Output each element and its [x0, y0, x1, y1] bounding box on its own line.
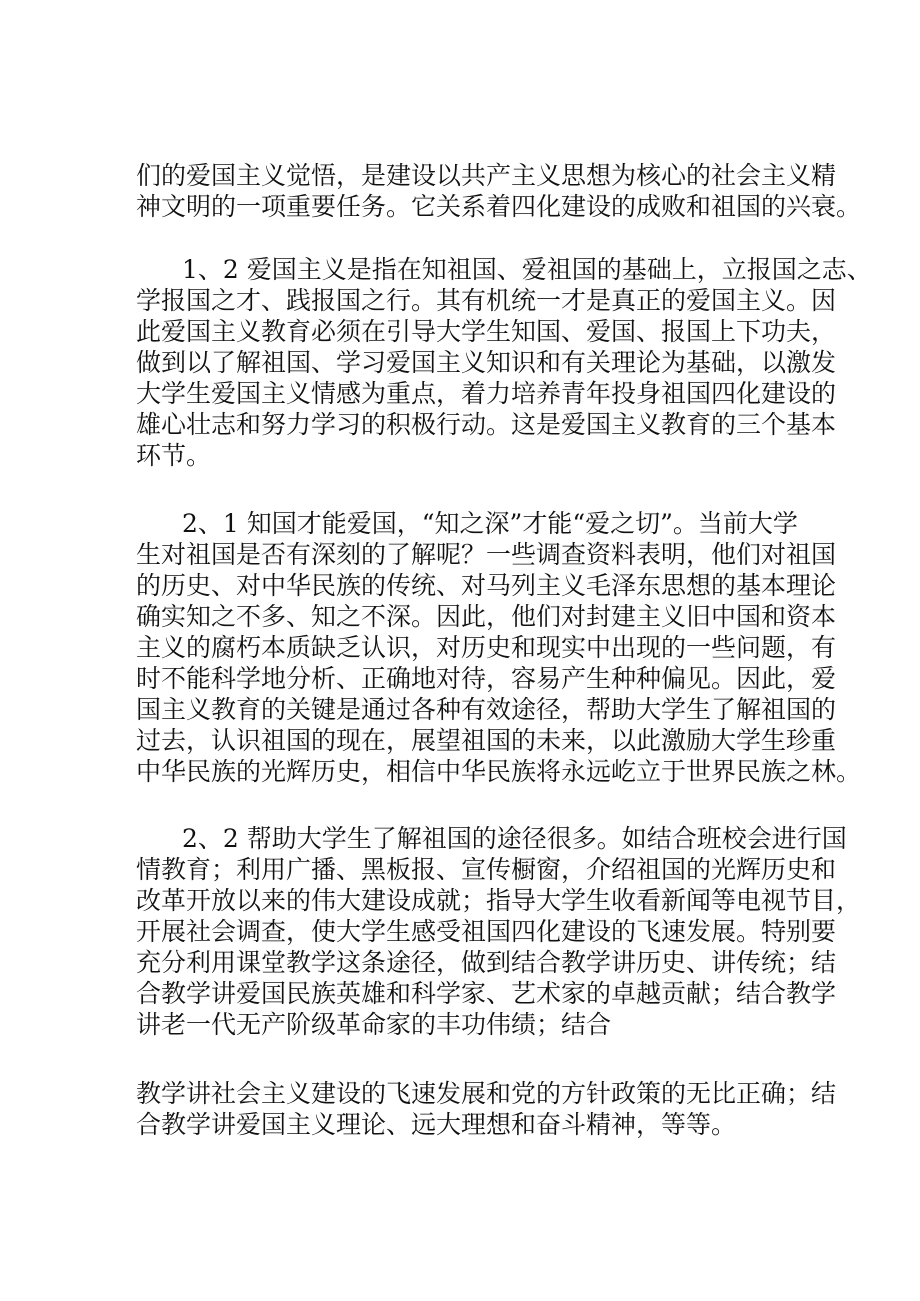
text-line: 2、2 帮助大学生了解祖国的途径很多。如结合班校会进行国: [182, 824, 847, 853]
text-line: 大学生爱国主义情感为重点，着力培养青年投身祖国四化建设的: [136, 379, 837, 408]
text-line: 中华民族的光辉历史，相信中华民族将永远屹立于世界民族之林。: [136, 757, 862, 786]
text-line: 讲老一代无产阶级革命家的丰功伟绩；结合: [136, 1010, 612, 1039]
text-line: 神文明的一项重要任务。它关系着四化建设的成败和祖国的兴衰。: [136, 192, 862, 221]
paragraph-section-2-2: [136, 823, 862, 1040]
text-line: 国主义教育的关键是通过各种有效途径，帮助大学生了解祖国的: [136, 695, 837, 724]
paragraph-continuation: [136, 160, 862, 222]
text-line: 改革开放以来的伟大建设成就；指导大学生收看新闻等电视节目，: [136, 886, 862, 915]
paragraph-section-2-1: [136, 508, 862, 787]
text-line: 2、1 知国才能爱国，“知之深”才能“爱之切”。当前大学: [182, 509, 798, 538]
text-line: 生对祖国是否有深刻的了解呢？一些调查资料表明，他们对祖国: [136, 540, 837, 569]
text-line: 雄心壮志和努力学习的积极行动。这是爱国主义教育的三个基本: [136, 410, 837, 439]
text-line: 们的爱国主义觉悟，是建设以共产主义思想为核心的社会主义精: [136, 161, 837, 190]
text-line: 情教育；利用广播、黑板报、宣传橱窗，介绍祖国的光辉历史和: [136, 855, 837, 884]
text-line: 学报国之才、践报国之行。其有机统一才是真正的爱国主义。因: [136, 286, 837, 315]
text-line: 教学讲社会主义建设的飞速发展和党的方针政策的无比正确；结: [136, 1079, 837, 1108]
text-line: 的历史、对中华民族的传统、对马列主义毛泽东思想的基本理论: [136, 571, 837, 600]
text-line: 合教学讲爱国主义理论、远大理想和奋斗精神，等等。: [136, 1110, 737, 1139]
text-line: 此爱国主义教育必须在引导大学生知国、爱国、报国上下功夫，: [136, 317, 837, 346]
text-line: 时不能科学地分析、正确地对待，容易产生种种偏见。因此，爱: [136, 664, 837, 693]
text-line: 做到以了解祖国、学习爱国主义知识和有关理论为基础，以激发: [136, 348, 837, 377]
paragraph-continuation-end: [136, 1078, 837, 1140]
paragraph-section-1-2: [136, 254, 872, 471]
text-line: 确实知之不多、知之不深。因此，他们对封建主义旧中国和资本: [136, 602, 837, 631]
text-line: 主义的腐朽本质缺乏认识，对历史和现实中出现的一些问题，有: [136, 633, 837, 662]
text-line: 1、2 爱国主义是指在知祖国、爱祖国的基础上，立报国之志、: [182, 255, 872, 284]
text-line: 过去，认识祖国的现在，展望祖国的未来，以此激励大学生珍重: [136, 726, 837, 755]
text-line: 合教学讲爱国民族英雄和科学家、艺术家的卓越贡献；结合教学: [136, 979, 837, 1008]
text-line: 环节。: [136, 441, 212, 470]
text-line: 开展社会调查，使大学生感受祖国四化建设的飞速发展。特别要: [136, 917, 837, 946]
text-line: 充分利用课堂教学这条途径，做到结合教学讲历史、讲传统；结: [136, 948, 837, 977]
